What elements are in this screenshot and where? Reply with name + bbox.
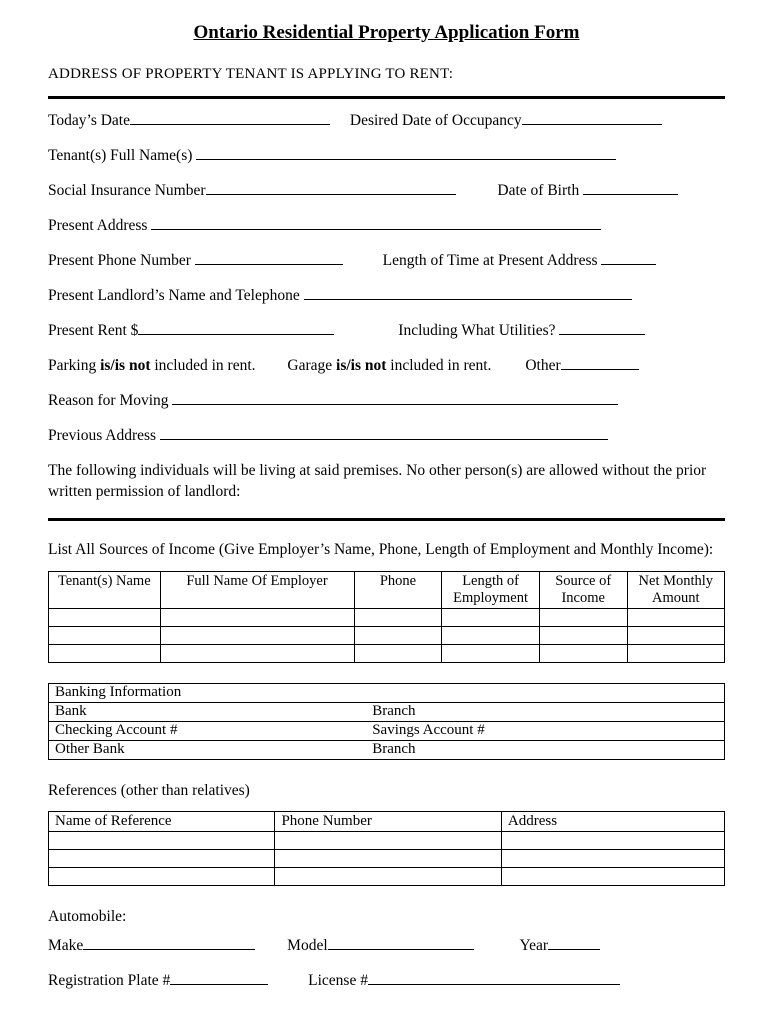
parking-suffix: included in rent. xyxy=(154,357,256,374)
income-header-row xyxy=(49,571,725,608)
sin-label: Social Insurance Number xyxy=(48,182,206,199)
tenant-names-label: Tenant(s) Full Name(s) xyxy=(48,147,193,164)
income-col-employer: Full Name Of Employer xyxy=(160,571,354,608)
parking-is-is-not: is/is not xyxy=(100,357,151,374)
checking-account-label[interactable]: Checking Account # xyxy=(49,721,367,740)
divider-top xyxy=(48,96,725,99)
garage-is-is-not: is/is not xyxy=(336,357,387,374)
income-cell[interactable] xyxy=(442,626,539,644)
reference-row xyxy=(49,849,725,867)
present-address-blank[interactable] xyxy=(151,217,601,230)
income-row xyxy=(49,608,725,626)
registration-plate-blank[interactable] xyxy=(170,972,268,985)
tenant-names-blank[interactable] xyxy=(196,147,616,160)
utilities-blank[interactable] xyxy=(559,322,645,335)
banking-row xyxy=(49,721,725,740)
reference-cell[interactable] xyxy=(501,831,724,849)
desired-date-blank[interactable] xyxy=(522,112,662,125)
license-label: License # xyxy=(308,971,368,989)
reference-row xyxy=(49,867,725,885)
model-blank[interactable] xyxy=(328,937,474,950)
reference-cell[interactable] xyxy=(501,849,724,867)
page-title: Ontario Residential Property Application Form xyxy=(193,22,580,43)
reference-cell[interactable] xyxy=(49,867,275,885)
branch-label[interactable]: Branch xyxy=(366,702,724,721)
income-cell[interactable] xyxy=(539,608,627,626)
date-row xyxy=(48,103,725,138)
dob-blank[interactable] xyxy=(583,182,678,195)
references-heading: References (other than relatives) xyxy=(48,781,250,799)
income-cell[interactable] xyxy=(627,644,724,662)
todays-date-label: Today’s Date xyxy=(48,112,130,129)
reference-cell[interactable] xyxy=(275,849,501,867)
banking-title: Banking Information xyxy=(49,683,725,702)
other-blank[interactable] xyxy=(561,357,639,370)
income-cell[interactable] xyxy=(354,644,442,662)
reason-row xyxy=(48,383,725,418)
plate-license-row xyxy=(48,963,725,998)
make-model-year-row xyxy=(48,928,725,963)
income-row xyxy=(49,626,725,644)
reference-cell[interactable] xyxy=(49,849,275,867)
income-col-source: Source of Income xyxy=(539,571,627,608)
income-cell[interactable] xyxy=(539,644,627,662)
income-cell[interactable] xyxy=(627,626,724,644)
model-label: Model xyxy=(287,936,328,954)
todays-date-blank[interactable] xyxy=(130,112,330,125)
automobile-fields xyxy=(48,928,725,998)
income-cell[interactable] xyxy=(160,644,354,662)
other-label: Other xyxy=(525,357,561,374)
sin-dob-row xyxy=(48,173,725,208)
banking-table xyxy=(48,683,725,760)
dob-label: Date of Birth xyxy=(497,182,580,199)
garage-suffix: included in rent. xyxy=(390,357,492,374)
parking-label: Parking xyxy=(48,357,97,374)
banking-title-row xyxy=(49,683,725,702)
income-col-net-monthly: Net Monthly Amount xyxy=(627,571,724,608)
present-rent-label: Present Rent $ xyxy=(48,322,139,339)
occupants-note: The following individuals will be living at said premises. No other person(s) are allowed without the prior written permission of landlord: xyxy=(48,462,707,501)
tenant-names-row xyxy=(48,138,725,173)
previous-address-label: Previous Address xyxy=(48,427,157,444)
parking-garage-row xyxy=(48,348,725,383)
income-cell[interactable] xyxy=(354,626,442,644)
references-table xyxy=(48,811,725,886)
license-blank[interactable] xyxy=(368,972,620,985)
other-bank-label[interactable]: Other Bank xyxy=(49,740,367,759)
income-cell[interactable] xyxy=(160,626,354,644)
reason-for-moving-label: Reason for Moving xyxy=(48,392,169,409)
present-phone-blank[interactable] xyxy=(195,252,343,265)
income-cell[interactable] xyxy=(442,608,539,626)
income-cell[interactable] xyxy=(49,644,161,662)
income-cell[interactable] xyxy=(49,626,161,644)
income-cell[interactable] xyxy=(160,608,354,626)
present-address-label: Present Address xyxy=(48,217,148,234)
income-cell[interactable] xyxy=(442,644,539,662)
year-blank[interactable] xyxy=(548,937,600,950)
refs-col-address: Address xyxy=(501,811,724,831)
make-blank[interactable] xyxy=(83,937,255,950)
landlord-blank[interactable] xyxy=(304,287,632,300)
length-of-time-label: Length of Time at Present Address xyxy=(382,252,598,269)
present-address-row xyxy=(48,208,725,243)
sin-blank[interactable] xyxy=(206,182,456,195)
income-cell[interactable] xyxy=(539,626,627,644)
make-label: Make xyxy=(48,936,84,954)
phone-length-row xyxy=(48,243,725,278)
divider-middle xyxy=(48,518,725,521)
rent-utilities-row xyxy=(48,313,725,348)
reference-row xyxy=(49,831,725,849)
present-phone-label: Present Phone Number xyxy=(48,252,191,269)
property-address-heading: ADDRESS OF PROPERTY TENANT IS APPLYING TO RENT: xyxy=(48,66,454,82)
utilities-label: Including What Utilities? xyxy=(398,322,556,339)
previous-address-row xyxy=(48,418,725,453)
form-fields xyxy=(48,103,725,453)
income-section-heading: List All Sources of Income (Give Employer’s Name, Phone, Length of Employment and Monthly Income): xyxy=(48,540,714,558)
banking-row xyxy=(49,702,725,721)
automobile-heading: Automobile: xyxy=(48,907,127,925)
references-header-row xyxy=(49,811,725,831)
income-table xyxy=(48,571,725,663)
garage-label: Garage xyxy=(287,357,333,374)
reference-cell[interactable] xyxy=(49,831,275,849)
present-rent-blank[interactable] xyxy=(138,322,334,335)
income-col-length-employment: Length of Employment xyxy=(442,571,539,608)
desired-date-label: Desired Date of Occupancy xyxy=(349,112,522,129)
income-col-tenant-name: Tenant(s) Name xyxy=(49,571,161,608)
reference-cell[interactable] xyxy=(275,867,501,885)
refs-col-name: Name of Reference xyxy=(49,811,275,831)
savings-account-label[interactable]: Savings Account # xyxy=(366,721,724,740)
income-row xyxy=(49,644,725,662)
income-cell[interactable] xyxy=(49,608,161,626)
banking-row xyxy=(49,740,725,759)
income-cell[interactable] xyxy=(627,608,724,626)
landlord-label: Present Landlord’s Name and Telephone xyxy=(48,287,300,304)
registration-plate-label: Registration Plate # xyxy=(48,971,171,989)
refs-col-phone: Phone Number xyxy=(275,811,501,831)
landlord-row xyxy=(48,278,725,313)
income-cell[interactable] xyxy=(354,608,442,626)
length-of-time-blank[interactable] xyxy=(601,252,656,265)
income-col-phone: Phone xyxy=(354,571,442,608)
reference-cell[interactable] xyxy=(501,867,724,885)
reference-cell[interactable] xyxy=(275,831,501,849)
bank-label[interactable]: Bank xyxy=(49,702,367,721)
reason-for-moving-blank[interactable] xyxy=(172,392,618,405)
year-label: Year xyxy=(519,936,549,954)
previous-address-blank[interactable] xyxy=(160,427,608,440)
other-branch-label[interactable]: Branch xyxy=(366,740,724,759)
